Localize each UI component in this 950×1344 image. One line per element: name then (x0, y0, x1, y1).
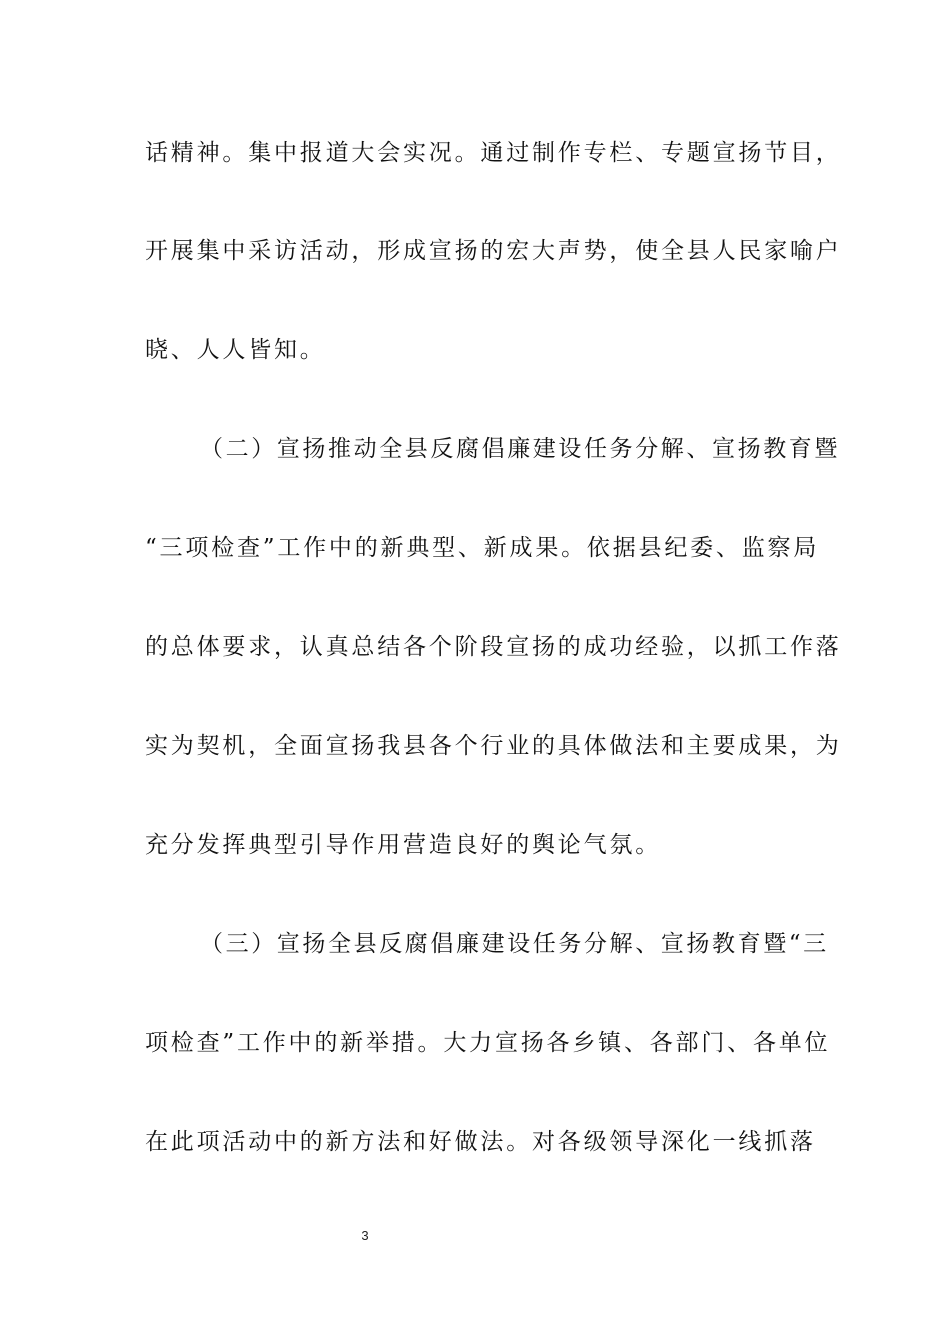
text-line: 在此项活动中的新方法和好做法。对各级领导深化一线抓落 (145, 1129, 816, 1155)
text-line: 晓、人人皆知。 (145, 337, 326, 363)
paragraph-2-first-line: （二）宣扬推动全县反腐倡廉建设任务分解、宣扬教育暨 (200, 436, 840, 462)
text-line: 实为契机，全面宣扬我县各个行业的具体做法和主要成果，为 (145, 733, 842, 759)
text-line: 充分发挥典型引导作用营造良好的舆论气氛。 (145, 832, 661, 858)
text-line: 的总体要求，认真总结各个阶段宣扬的成功经验，以抓工作落 (145, 634, 842, 660)
text-line: 项检查”工作中的新举措。大力宣扬各乡镇、各部门、各单位 (145, 1030, 831, 1056)
text-line: 话精神。集中报道大会实况。通过制作专栏、专题宣扬节目， (145, 140, 842, 166)
page-number: 3 (361, 1228, 369, 1243)
text-line: 开展集中采访活动，形成宣扬的宏大声势，使全县人民家喻户 (145, 238, 842, 264)
paragraph-3-first-line: （三）宣扬全县反腐倡廉建设任务分解、宣扬教育暨“三 (200, 931, 829, 957)
text-line: “三项检查”工作中的新典型、新成果。依据县纪委、监察局 (145, 535, 820, 561)
